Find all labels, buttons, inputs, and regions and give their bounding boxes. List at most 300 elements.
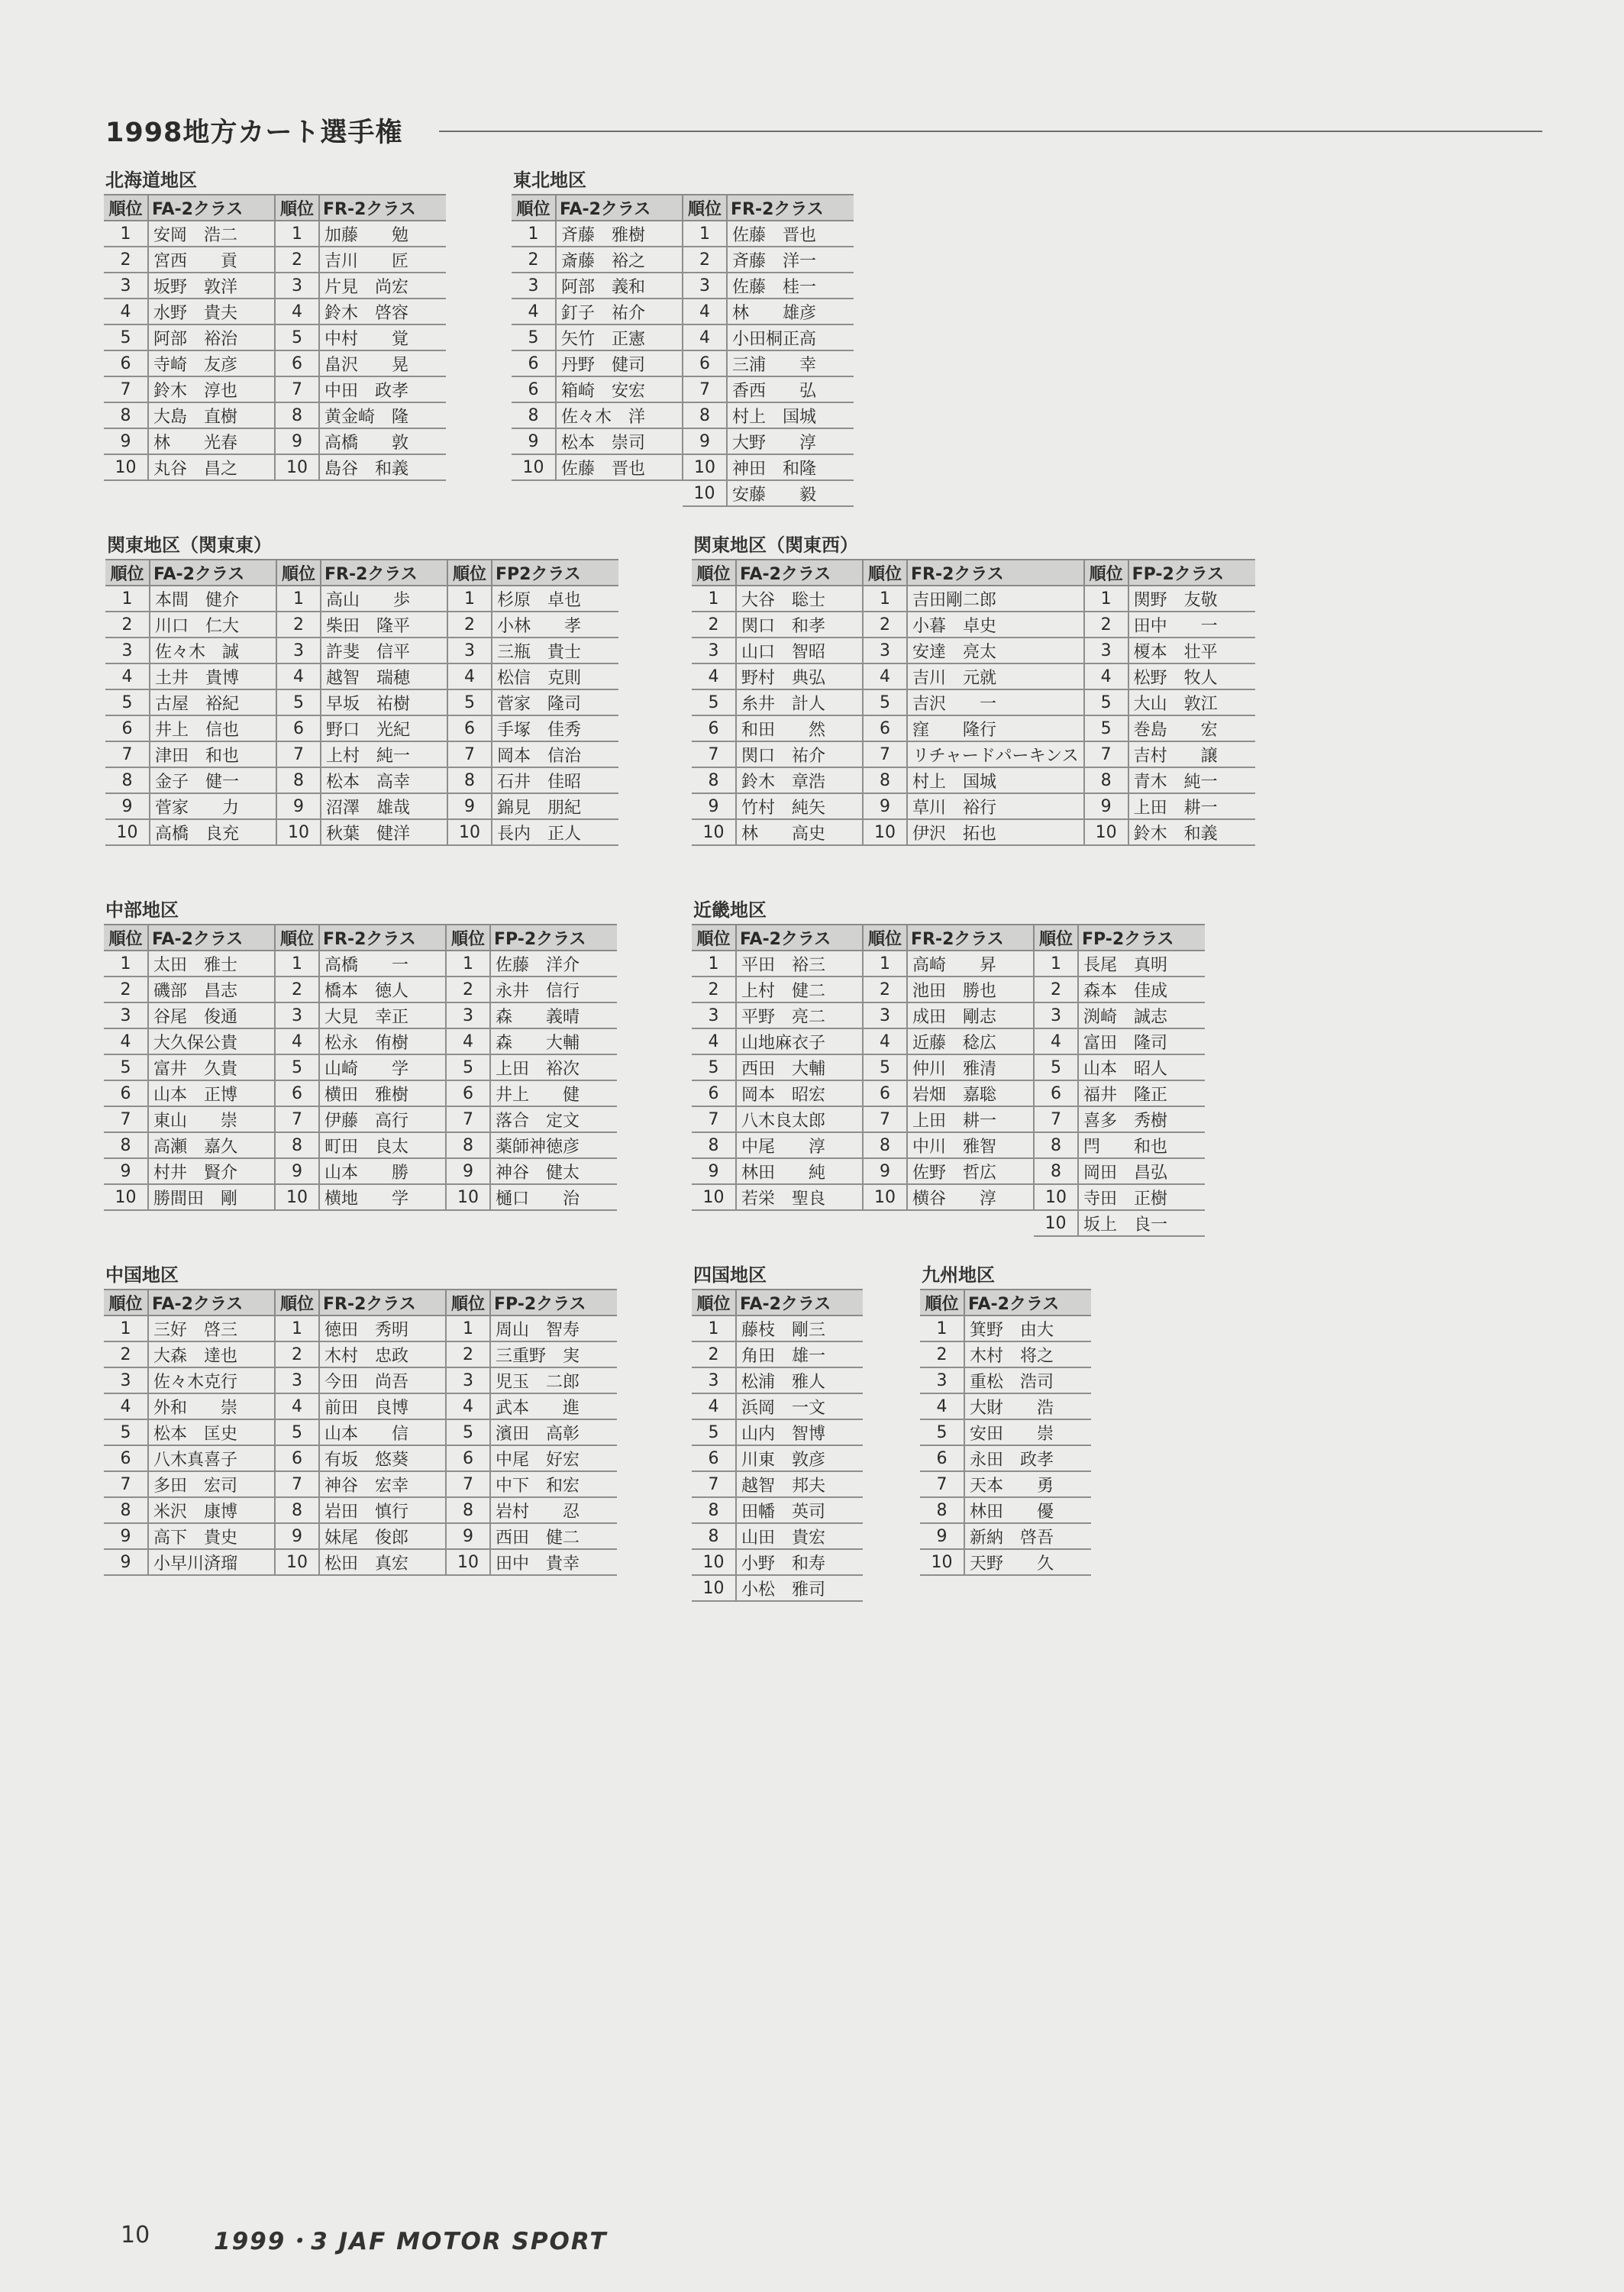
driver-name-cell: 山口 智昭 <box>736 638 863 663</box>
rank-cell: 7 <box>276 741 321 767</box>
driver-name-cell: 八木良太郎 <box>736 1106 863 1132</box>
driver-name-cell: 巻島 宏 <box>1128 715 1255 741</box>
driver-name-cell: 寺田 正樹 <box>1078 1184 1205 1210</box>
rank-cell: 2 <box>446 977 490 1002</box>
driver-name-cell: 香西 弘 <box>727 376 854 402</box>
class-header: FA-2クラス <box>148 1290 275 1315</box>
table-row <box>692 1471 863 1497</box>
table-row <box>104 428 446 454</box>
region-kyushu <box>920 1261 1091 1576</box>
driver-name-cell: 田中 一 <box>1128 612 1255 638</box>
driver-name-cell: 高橋 一 <box>319 951 446 977</box>
driver-name-cell: 八木真喜子 <box>148 1445 275 1471</box>
rank-cell: 6 <box>276 715 321 741</box>
table-row <box>692 1132 1205 1158</box>
driver-name-cell: 高下 貴史 <box>148 1523 275 1549</box>
driver-name-cell: リチャードパーキンス <box>907 741 1084 767</box>
rank-cell: 8 <box>512 402 556 428</box>
magazine-name: 1999・3 JAF MOTOR SPORT <box>214 2228 608 2255</box>
rank-cell: 9 <box>104 1523 148 1549</box>
rank-cell: 5 <box>692 1054 736 1080</box>
rank-cell: 10 <box>446 1184 490 1210</box>
driver-name-cell: 多田 宏司 <box>148 1471 275 1497</box>
table-row <box>692 1575 863 1601</box>
rank-cell: 6 <box>512 376 556 402</box>
rank-cell: 5 <box>692 689 736 715</box>
region-name: 九州地区 <box>922 1264 995 1286</box>
rank-cell: 6 <box>692 715 736 741</box>
rank-cell: 6 <box>275 1445 319 1471</box>
table-row <box>104 273 446 299</box>
ranking-table <box>920 1289 1091 1576</box>
rank-cell: 4 <box>1034 1028 1078 1054</box>
driver-name-cell: 土井 貴博 <box>150 663 276 689</box>
driver-name-cell: 林田 優 <box>964 1497 1091 1523</box>
rank-cell: 1 <box>275 221 319 247</box>
table-row <box>692 951 1205 977</box>
driver-name-cell: 長内 正人 <box>492 819 618 845</box>
table-row <box>512 350 854 376</box>
class-header: FR-2クラス <box>907 925 1034 951</box>
rank-cell: 9 <box>446 1158 490 1184</box>
driver-name-cell: 大島 直樹 <box>148 402 275 428</box>
rank-cell: 4 <box>105 663 150 689</box>
empty-cell <box>512 480 556 506</box>
table-row <box>104 951 617 977</box>
driver-name-cell: 伊藤 高行 <box>319 1106 446 1132</box>
rank-cell: 1 <box>104 1315 148 1341</box>
rank-cell: 3 <box>447 638 492 663</box>
table-row <box>692 1002 1205 1028</box>
driver-name-cell: 上田 耕一 <box>907 1106 1034 1132</box>
driver-name-cell: 島谷 和義 <box>319 454 446 480</box>
driver-name-cell: 伊沢 拓也 <box>907 819 1084 845</box>
rank-cell: 6 <box>105 715 150 741</box>
driver-name-cell: 吉沢 一 <box>907 689 1084 715</box>
rank-cell: 8 <box>105 767 150 793</box>
table-row <box>692 1106 1205 1132</box>
region-name: 東北地区 <box>513 169 586 191</box>
rank-cell: 7 <box>446 1106 490 1132</box>
rank-cell: 5 <box>512 324 556 350</box>
table-row <box>104 1367 617 1393</box>
rank-cell: 5 <box>447 689 492 715</box>
rank-cell: 9 <box>104 1549 148 1575</box>
driver-name-cell: 高橋 良充 <box>150 819 276 845</box>
driver-name-cell: 吉村 譲 <box>1128 741 1255 767</box>
table-row <box>104 1341 617 1367</box>
driver-name-cell: 箕野 由大 <box>964 1315 1091 1341</box>
driver-name-cell: 渕崎 誠志 <box>1078 1002 1205 1028</box>
rank-cell: 8 <box>275 1132 319 1158</box>
rank-header: 順位 <box>683 195 727 221</box>
rank-cell: 9 <box>105 793 150 819</box>
table-row <box>104 324 446 350</box>
driver-name-cell: 横田 雅樹 <box>319 1080 446 1106</box>
driver-name-cell: 佐々木克行 <box>148 1367 275 1393</box>
driver-name-cell: 許斐 信平 <box>321 638 447 663</box>
table-row <box>692 715 1255 741</box>
driver-name-cell: 菅家 隆司 <box>492 689 618 715</box>
rank-cell: 8 <box>275 402 319 428</box>
rank-cell: 3 <box>1034 1002 1078 1028</box>
rank-cell: 10 <box>683 454 727 480</box>
driver-name-cell: 斉藤 雅樹 <box>556 221 683 247</box>
rank-cell: 2 <box>863 612 907 638</box>
class-header: FP-2クラス <box>490 1290 617 1315</box>
rank-cell: 10 <box>692 1549 736 1575</box>
table-row <box>104 376 446 402</box>
driver-name-cell: 岡田 昌弘 <box>1078 1158 1205 1184</box>
driver-name-cell: 樋口 治 <box>490 1184 617 1210</box>
driver-name-cell: 浜岡 一文 <box>736 1393 863 1419</box>
class-header: FR-2クラス <box>727 195 854 221</box>
rank-cell: 2 <box>683 247 727 273</box>
region-name: 中国地区 <box>105 1264 179 1286</box>
rank-header: 順位 <box>920 1290 964 1315</box>
rank-cell: 2 <box>692 1341 736 1367</box>
class-header: FR-2クラス <box>321 560 447 586</box>
rank-cell: 7 <box>1084 741 1128 767</box>
rank-cell: 2 <box>447 612 492 638</box>
driver-name-cell: 佐藤 晋也 <box>556 454 683 480</box>
driver-name-cell: 関口 和孝 <box>736 612 863 638</box>
table-row <box>692 1497 863 1523</box>
driver-name-cell: 大見 幸正 <box>319 1002 446 1028</box>
driver-name-cell: 佐々木 洋 <box>556 402 683 428</box>
driver-name-cell: 濱田 高彰 <box>490 1419 617 1445</box>
rank-cell: 7 <box>863 1106 907 1132</box>
rank-header: 順位 <box>275 195 319 221</box>
driver-name-cell: 津田 和也 <box>150 741 276 767</box>
driver-name-cell: 高瀬 嘉久 <box>148 1132 275 1158</box>
table-row <box>920 1549 1091 1575</box>
driver-name-cell: 大谷 聡士 <box>736 586 863 612</box>
table-row <box>104 402 446 428</box>
region-name: 関東地区（関東東） <box>107 534 272 556</box>
driver-name-cell: 松本 高幸 <box>321 767 447 793</box>
driver-name-cell: 榎本 壮平 <box>1128 638 1255 663</box>
table-row <box>105 767 618 793</box>
table-row <box>104 1315 617 1341</box>
driver-name-cell: 児玉 二郎 <box>490 1367 617 1393</box>
table-row <box>692 1419 863 1445</box>
rank-cell: 6 <box>692 1445 736 1471</box>
rank-cell: 6 <box>692 1080 736 1106</box>
table-row <box>920 1523 1091 1549</box>
driver-name-cell: 阿部 裕治 <box>148 324 275 350</box>
rank-cell: 9 <box>275 1158 319 1184</box>
driver-name-cell: 池田 勝也 <box>907 977 1034 1002</box>
rank-cell: 10 <box>692 819 736 845</box>
driver-name-cell: 三重野 実 <box>490 1341 617 1367</box>
ranking-table <box>692 559 1255 846</box>
rank-cell: 7 <box>1034 1106 1078 1132</box>
rank-header: 順位 <box>446 925 490 951</box>
rank-cell: 6 <box>863 715 907 741</box>
rank-cell: 10 <box>105 819 150 845</box>
rank-cell: 7 <box>446 1471 490 1497</box>
table-row <box>692 612 1255 638</box>
table-row <box>512 376 854 402</box>
rank-cell: 4 <box>692 1028 736 1054</box>
rank-cell: 7 <box>105 741 150 767</box>
driver-name-cell: 井上 信也 <box>150 715 276 741</box>
rank-cell: 5 <box>104 1054 148 1080</box>
table-row <box>512 480 854 506</box>
driver-name-cell: 斉藤 洋一 <box>727 247 854 273</box>
rank-cell: 4 <box>683 299 727 324</box>
class-header: FR-2クラス <box>319 925 446 951</box>
rank-cell: 10 <box>863 1184 907 1210</box>
rank-cell: 3 <box>863 1002 907 1028</box>
driver-name-cell: 松本 匡史 <box>148 1419 275 1445</box>
driver-name-cell: 落合 定文 <box>490 1106 617 1132</box>
empty-cell <box>736 1210 863 1236</box>
table-row <box>512 247 854 273</box>
rank-cell: 6 <box>275 1080 319 1106</box>
driver-name-cell: 神田 和隆 <box>727 454 854 480</box>
rank-cell: 8 <box>1034 1158 1078 1184</box>
rank-cell: 4 <box>692 663 736 689</box>
rank-cell: 3 <box>446 1367 490 1393</box>
rank-cell: 8 <box>104 1497 148 1523</box>
table-row <box>104 299 446 324</box>
class-header: FA-2クラス <box>736 560 863 586</box>
driver-name-cell: 林 高史 <box>736 819 863 845</box>
rank-cell: 8 <box>447 767 492 793</box>
rank-cell: 10 <box>1084 819 1128 845</box>
driver-name-cell: 越智 邦夫 <box>736 1471 863 1497</box>
rank-header: 順位 <box>104 195 148 221</box>
driver-name-cell: 川口 仁大 <box>150 612 276 638</box>
rank-cell: 3 <box>275 1367 319 1393</box>
driver-name-cell: 畠沢 晃 <box>319 350 446 376</box>
driver-name-cell: 川東 敦彦 <box>736 1445 863 1471</box>
table-row <box>920 1445 1091 1471</box>
driver-name-cell: 丹野 健司 <box>556 350 683 376</box>
class-header: FA-2クラス <box>964 1290 1091 1315</box>
table-row <box>512 324 854 350</box>
driver-name-cell: 金子 健一 <box>150 767 276 793</box>
driver-name-cell: 松田 真宏 <box>319 1549 446 1575</box>
driver-name-cell: 吉川 匠 <box>319 247 446 273</box>
rank-cell: 2 <box>104 1341 148 1367</box>
table-row <box>512 299 854 324</box>
table-row <box>104 1549 617 1575</box>
table-row <box>692 793 1255 819</box>
class-header: FR-2クラス <box>907 560 1084 586</box>
rank-cell: 6 <box>104 350 148 376</box>
driver-name-cell: 大山 敦江 <box>1128 689 1255 715</box>
driver-name-cell: 富田 隆司 <box>1078 1028 1205 1054</box>
table-row <box>692 1158 1205 1184</box>
rank-cell: 9 <box>275 428 319 454</box>
table-row <box>692 819 1255 845</box>
driver-name-cell: 三浦 幸 <box>727 350 854 376</box>
table-row <box>105 793 618 819</box>
rank-cell: 1 <box>512 221 556 247</box>
rank-cell: 1 <box>692 951 736 977</box>
driver-name-cell: 横地 学 <box>319 1184 446 1210</box>
rank-cell: 3 <box>683 273 727 299</box>
driver-name-cell: 宮西 貢 <box>148 247 275 273</box>
rank-cell: 2 <box>1034 977 1078 1002</box>
driver-name-cell: 黄金崎 隆 <box>319 402 446 428</box>
rank-cell: 10 <box>275 1549 319 1575</box>
driver-name-cell: 寺崎 友彦 <box>148 350 275 376</box>
table-row <box>104 1393 617 1419</box>
rank-cell: 4 <box>446 1028 490 1054</box>
driver-name-cell: 坂上 良一 <box>1078 1210 1205 1236</box>
driver-name-cell: 角田 雄一 <box>736 1341 863 1367</box>
rank-cell: 6 <box>275 350 319 376</box>
driver-name-cell: 松野 牧人 <box>1128 663 1255 689</box>
rank-cell: 2 <box>275 1341 319 1367</box>
region-name: 北海道地区 <box>105 169 197 191</box>
ranking-table <box>104 924 617 1211</box>
rank-cell: 6 <box>104 1080 148 1106</box>
driver-name-cell: 本間 健介 <box>150 586 276 612</box>
driver-name-cell: 安岡 浩二 <box>148 221 275 247</box>
rank-cell: 4 <box>275 1028 319 1054</box>
table-row <box>692 1054 1205 1080</box>
rank-cell: 1 <box>447 586 492 612</box>
driver-name-cell: 成田 剛志 <box>907 1002 1034 1028</box>
rank-cell: 4 <box>275 1393 319 1419</box>
driver-name-cell: 吉田剛二郎 <box>907 586 1084 612</box>
driver-name-cell: 永田 政孝 <box>964 1445 1091 1471</box>
rank-cell: 8 <box>863 1132 907 1158</box>
rank-cell: 8 <box>683 402 727 428</box>
driver-name-cell: 越智 瑞穂 <box>321 663 447 689</box>
driver-name-cell: 米沢 康博 <box>148 1497 275 1523</box>
rank-cell: 8 <box>920 1497 964 1523</box>
driver-name-cell: 小早川済瑠 <box>148 1549 275 1575</box>
table-row <box>104 1106 617 1132</box>
rank-cell: 9 <box>104 1158 148 1184</box>
driver-name-cell: 山内 智博 <box>736 1419 863 1445</box>
rank-cell: 9 <box>446 1523 490 1549</box>
driver-name-cell: 平田 裕三 <box>736 951 863 977</box>
rank-cell: 1 <box>105 586 150 612</box>
driver-name-cell: 中尾 好宏 <box>490 1445 617 1471</box>
table-row <box>512 454 854 480</box>
driver-name-cell: 安田 崇 <box>964 1419 1091 1445</box>
table-row <box>692 689 1255 715</box>
table-row <box>105 612 618 638</box>
rank-cell: 7 <box>275 1471 319 1497</box>
rank-cell: 1 <box>275 951 319 977</box>
driver-name-cell: 近藤 稔広 <box>907 1028 1034 1054</box>
driver-name-cell: 小野 和寿 <box>736 1549 863 1575</box>
rank-cell: 3 <box>692 638 736 663</box>
rank-cell: 3 <box>104 1367 148 1393</box>
page-title: 1998地方カート選手権 <box>105 118 403 148</box>
driver-name-cell: 喜多 秀樹 <box>1078 1106 1205 1132</box>
region-kanto-west <box>692 531 1255 846</box>
rank-cell: 3 <box>446 1002 490 1028</box>
driver-name-cell: 三好 啓三 <box>148 1315 275 1341</box>
table-row <box>104 1054 617 1080</box>
table-row <box>105 586 618 612</box>
rank-cell: 1 <box>1034 951 1078 977</box>
region-name: 四国地区 <box>693 1264 767 1286</box>
rank-cell: 7 <box>447 741 492 767</box>
rank-cell: 2 <box>692 612 736 638</box>
driver-name-cell: 佐藤 洋介 <box>490 951 617 977</box>
rank-cell: 7 <box>920 1471 964 1497</box>
rank-cell: 2 <box>275 977 319 1002</box>
table-row <box>105 741 618 767</box>
driver-name-cell: 片見 尚宏 <box>319 273 446 299</box>
driver-name-cell: 高橋 敦 <box>319 428 446 454</box>
driver-name-cell: 佐藤 晋也 <box>727 221 854 247</box>
rank-cell: 6 <box>1034 1080 1078 1106</box>
table-row <box>104 1158 617 1184</box>
table-row <box>104 1080 617 1106</box>
rank-cell: 1 <box>683 221 727 247</box>
table-row <box>104 454 446 480</box>
rank-cell: 6 <box>863 1080 907 1106</box>
rank-cell: 8 <box>1034 1132 1078 1158</box>
driver-name-cell: 勝間田 剛 <box>148 1184 275 1210</box>
table-row <box>920 1471 1091 1497</box>
table-row <box>920 1419 1091 1445</box>
rank-cell: 7 <box>692 1471 736 1497</box>
rank-cell: 5 <box>276 689 321 715</box>
driver-name-cell: 神谷 宏幸 <box>319 1471 446 1497</box>
driver-name-cell: 丸谷 昌之 <box>148 454 275 480</box>
rank-cell: 8 <box>446 1497 490 1523</box>
rank-cell: 2 <box>692 977 736 1002</box>
rank-cell: 10 <box>512 454 556 480</box>
rank-cell: 2 <box>276 612 321 638</box>
rank-cell: 3 <box>512 273 556 299</box>
table-row <box>104 1497 617 1523</box>
rank-cell: 8 <box>692 1497 736 1523</box>
rank-cell: 2 <box>275 247 319 273</box>
region-shikoku <box>692 1261 863 1602</box>
driver-name-cell: 岡本 昭宏 <box>736 1080 863 1106</box>
table-row <box>692 1080 1205 1106</box>
rank-cell: 7 <box>692 1106 736 1132</box>
rank-cell: 5 <box>920 1419 964 1445</box>
driver-name-cell: 阿部 義和 <box>556 273 683 299</box>
rank-cell: 5 <box>446 1054 490 1080</box>
driver-name-cell: 薬師神徳彦 <box>490 1132 617 1158</box>
table-row <box>105 715 618 741</box>
rank-cell: 9 <box>692 793 736 819</box>
rank-cell: 1 <box>1084 586 1128 612</box>
rank-cell: 6 <box>446 1080 490 1106</box>
rank-cell: 4 <box>920 1393 964 1419</box>
ranking-table <box>692 924 1205 1237</box>
region-kinki <box>692 896 1205 1237</box>
rank-cell: 10 <box>276 819 321 845</box>
empty-cell <box>863 1210 907 1236</box>
rank-cell: 3 <box>275 1002 319 1028</box>
driver-name-cell: 糸井 計人 <box>736 689 863 715</box>
rank-cell: 3 <box>275 273 319 299</box>
rank-cell: 4 <box>104 1028 148 1054</box>
ranking-table <box>104 194 446 481</box>
rank-cell: 5 <box>1034 1054 1078 1080</box>
rank-cell: 3 <box>104 1002 148 1028</box>
driver-name-cell: 山本 信 <box>319 1419 446 1445</box>
class-header: FP2クラス <box>492 560 618 586</box>
driver-name-cell: 山本 勝 <box>319 1158 446 1184</box>
